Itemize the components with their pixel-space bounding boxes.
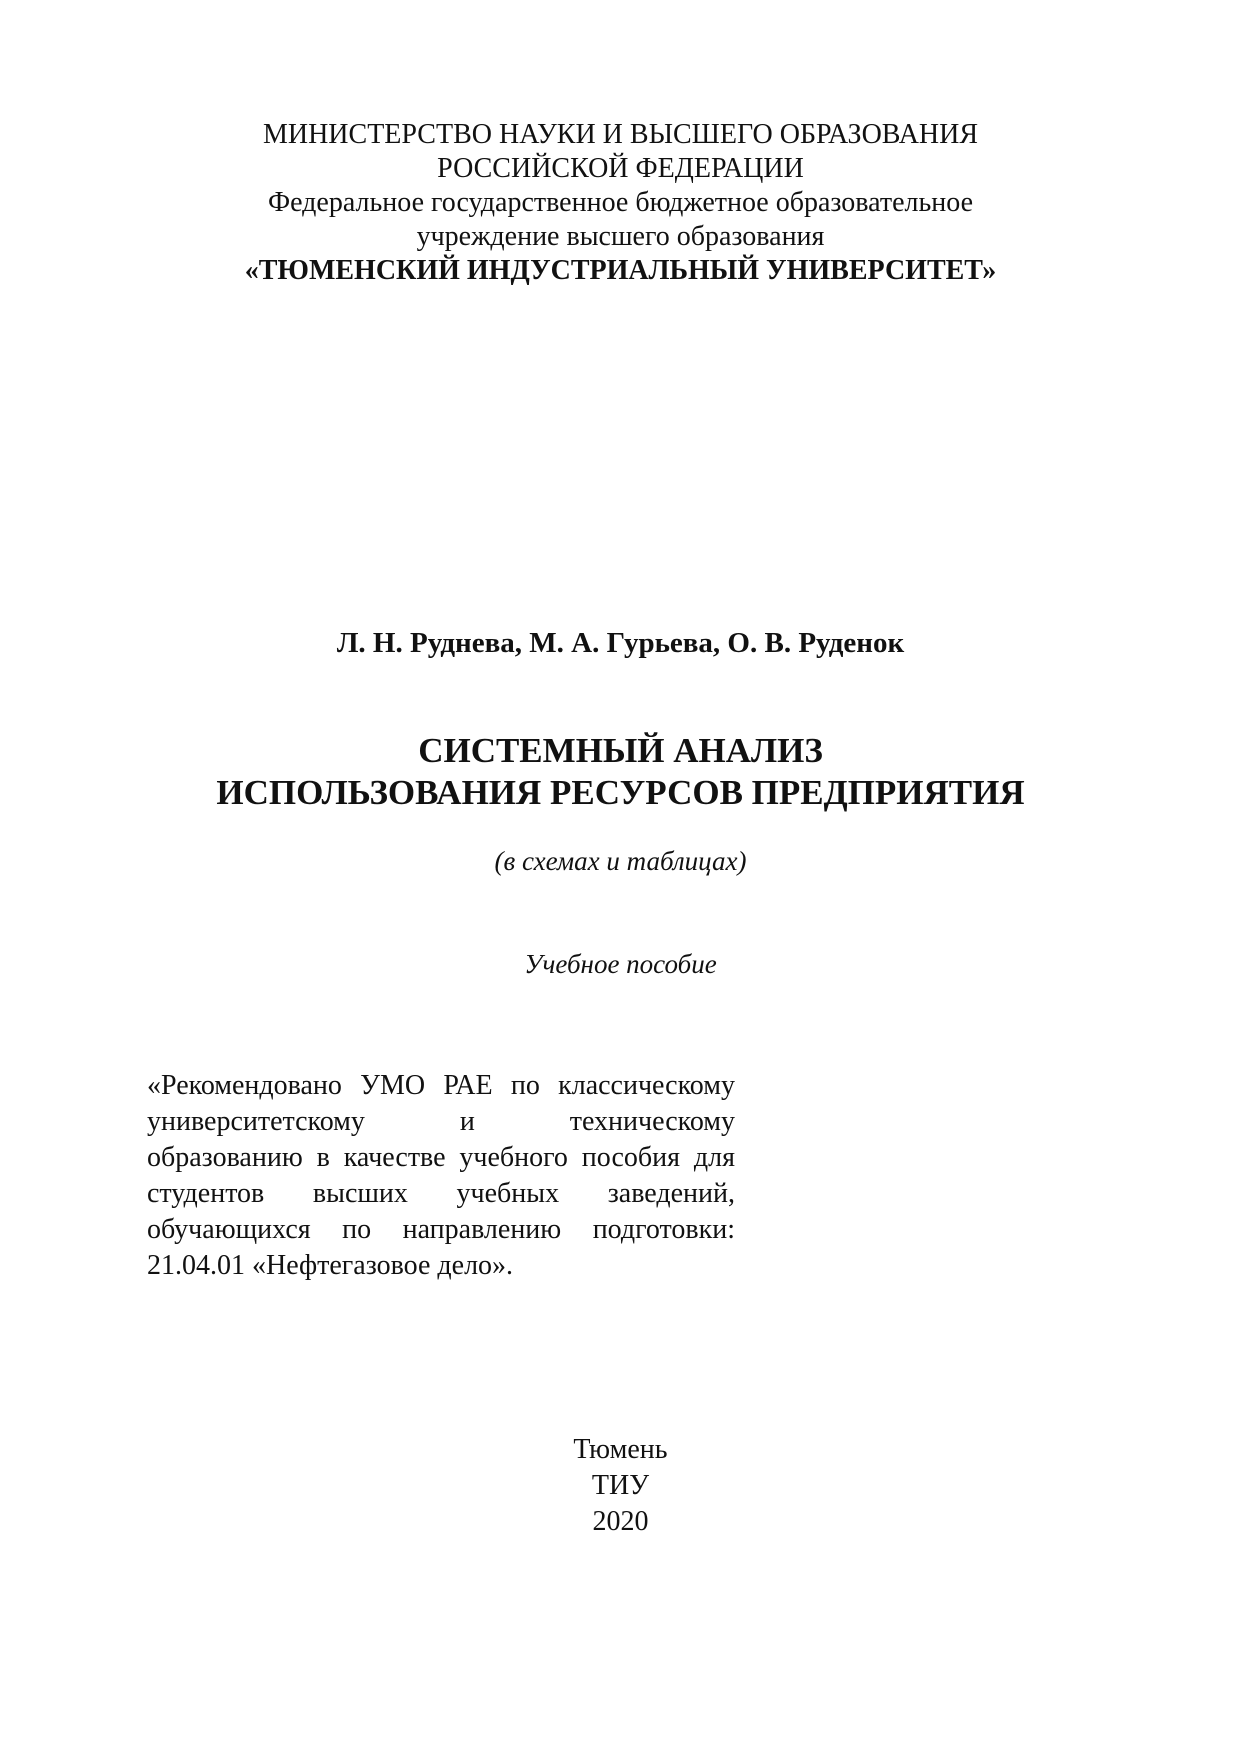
recommendation-word: подготовки: bbox=[592, 1214, 735, 1245]
recommendation-last-line: 21.04.01 «Нефтегазовое дело». bbox=[147, 1250, 514, 1281]
ministry-line-1: МИНИСТЕРСТВО НАУКИ И ВЫСШЕГО ОБРАЗОВАНИЯ bbox=[262, 119, 979, 150]
recommendation-word: учебных bbox=[456, 1178, 560, 1209]
recommendation-word: учебного bbox=[459, 1142, 568, 1173]
recommendation-word: обучающихся bbox=[147, 1214, 311, 1245]
recommendation-word: университетскому bbox=[147, 1106, 365, 1137]
publication-type bbox=[0, 948, 1241, 980]
recommendation-block bbox=[147, 1068, 735, 1284]
recommendation-line bbox=[147, 1212, 735, 1248]
book-title-line-1: СИСТЕМНЫЙ АНАЛИЗ bbox=[418, 731, 823, 770]
recommendation-word: высших bbox=[312, 1178, 408, 1209]
recommendation-word: классическому bbox=[558, 1070, 735, 1101]
recommendation-word: УМО bbox=[360, 1070, 426, 1101]
imprint bbox=[0, 1432, 1241, 1540]
book-subtitle: (в схемах и таблицах) bbox=[494, 846, 747, 876]
imprint-year: 2020 bbox=[592, 1506, 649, 1537]
recommendation-line bbox=[147, 1140, 735, 1176]
recommendation-word: по bbox=[510, 1070, 540, 1101]
university-name: «ТЮМЕНСКИЙ ИНДУСТРИАЛЬНЫЙ УНИВЕРСИТЕТ» bbox=[244, 255, 997, 286]
recommendation-line bbox=[147, 1068, 735, 1104]
recommendation-word: качестве bbox=[343, 1142, 446, 1173]
imprint-city: Тюмень bbox=[573, 1434, 668, 1465]
imprint-publisher: ТИУ bbox=[591, 1470, 650, 1501]
publication-type-label: Учебное пособие bbox=[524, 949, 717, 979]
recommendation-word: РАЕ bbox=[443, 1070, 493, 1101]
recommendation-word: образованию bbox=[147, 1142, 303, 1173]
recommendation-word: направлению bbox=[402, 1214, 562, 1245]
recommendation-line bbox=[147, 1104, 735, 1140]
recommendation-line bbox=[147, 1176, 735, 1212]
authors: Л. Н. Руднева, М. А. Гурьева, О. В. Руденок bbox=[336, 627, 905, 659]
recommendation-word: в bbox=[316, 1142, 330, 1173]
recommendation-word: для bbox=[693, 1142, 735, 1173]
book-title-line-2: ИСПОЛЬЗОВАНИЯ РЕСУРСОВ ПРЕДПРИЯТИЯ bbox=[216, 773, 1025, 812]
recommendation-word: студентов bbox=[147, 1178, 265, 1209]
institution-line-1: Федеральное государственное бюджетное образовательное bbox=[267, 187, 974, 218]
ministry-line-2: РОССИЙСКОЙ ФЕДЕРАЦИИ bbox=[437, 153, 804, 184]
recommendation-word: пособия bbox=[581, 1142, 681, 1173]
institution-line-2: учреждение высшего образования bbox=[416, 221, 825, 252]
recommendation-word: заведений, bbox=[607, 1178, 735, 1209]
recommendation-word: по bbox=[342, 1214, 372, 1245]
recommendation-word: и bbox=[459, 1106, 475, 1137]
institution-header bbox=[0, 118, 1241, 288]
recommendation-word: «Рекомендовано bbox=[147, 1070, 342, 1101]
book-title bbox=[0, 730, 1241, 814]
recommendation-word: техническому bbox=[569, 1106, 735, 1137]
